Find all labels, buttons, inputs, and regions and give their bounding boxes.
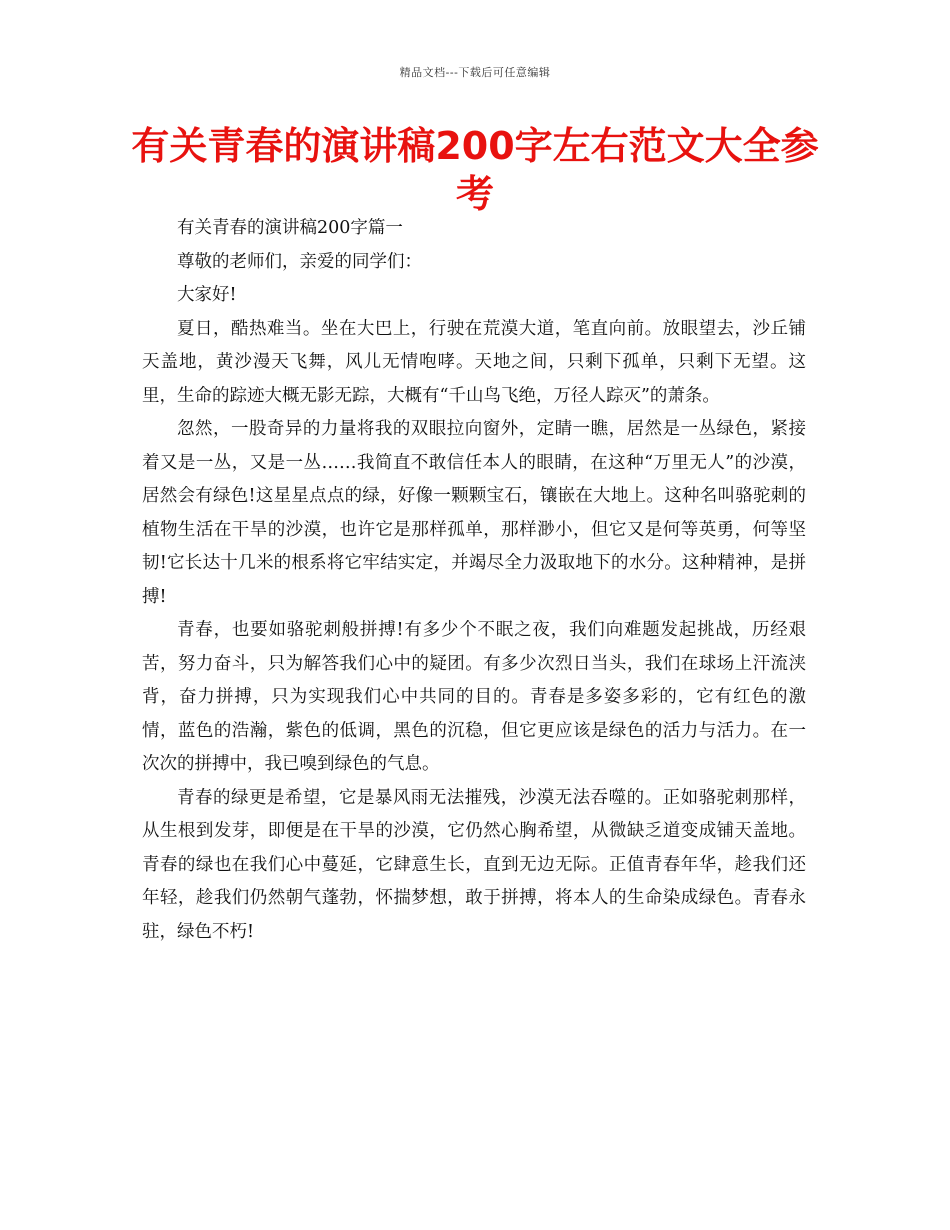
paragraph-2: 忽然，一股奇异的力量将我的双眼拉向窗外，定睛一瞧，居然是一丛绿色，紧接着又是一丛，又是一丛……我简直不敢信任本人的眼睛，在这种“万里无人”的沙漠，居然会有绿色!这星星点点的绿，好像一颗颗宝石，镶嵌在大地上。这种名叫骆驼刺的植物生活在干旱的沙漠，也许它是那样孤单，那样渺小，但它又是何等英勇，何等坚韧!它长达十几米的根系将它牢结实定，并竭尽全力汲取地下的水分。这种精神，是拼搏!	[142, 419, 806, 607]
paragraph-3: 青春，也要如骆驼刺般拼搏!有多少个不眠之夜，我们向难题发起挑战，历经艰苦，努力奋斗，只为解答我们心中的疑团。有多少次烈日当头，我们在球场上汗流浃背，奋力拼搏，只为实现我们心中共同的目的。青春是多姿多彩的，它有红色的激情，蓝色的浩瀚，紫色的低调，黑色的沉稳，但它更应该是绿色的活力与活力。在一次次的拼搏中，我已嗅到绿色的气息。	[142, 620, 806, 774]
document-body	[142, 212, 806, 949]
paragraph-subtitle: 有关青春的演讲稿200字篇一	[177, 218, 403, 238]
header-note: 精品文档---下载后可任意编辑	[399, 66, 551, 79]
document-title: 有关青春的演讲稿200字左右范文大全参考	[131, 124, 819, 216]
paragraph-salutation: 尊敬的老师们，亲爱的同学们：	[177, 251, 422, 272]
paragraph-greeting: 大家好!	[177, 285, 237, 305]
paragraph-4: 青春的绿更是希望，它是暴风雨无法摧残，沙漠无法吞噬的。正如骆驼刺那样，从生根到发芽，即便是在干旱的沙漠，它仍然心胸希望，从微缺乏道变成铺天盖地。青春的绿也在我们心中蔓延，它肆意生长，直到无边无际。正值青春年华，趁我们还年轻，趁我们仍然朝气蓬勃，怀揣梦想，敢于拼搏，将本人的生命染成绿色。青春永驻，绿色不朽!	[142, 787, 806, 942]
paragraph-1: 夏日，酷热难当。坐在大巴上，行驶在荒漠大道，笔直向前。放眼望去，沙丘铺天盖地，黄沙漫天飞舞，风儿无情咆哮。天地之间，只剩下孤单，只剩下无望。这里，生命的踪迹大概无影无踪，大概有“千山鸟飞绝，万径人踪灭”的萧条。	[142, 318, 806, 406]
